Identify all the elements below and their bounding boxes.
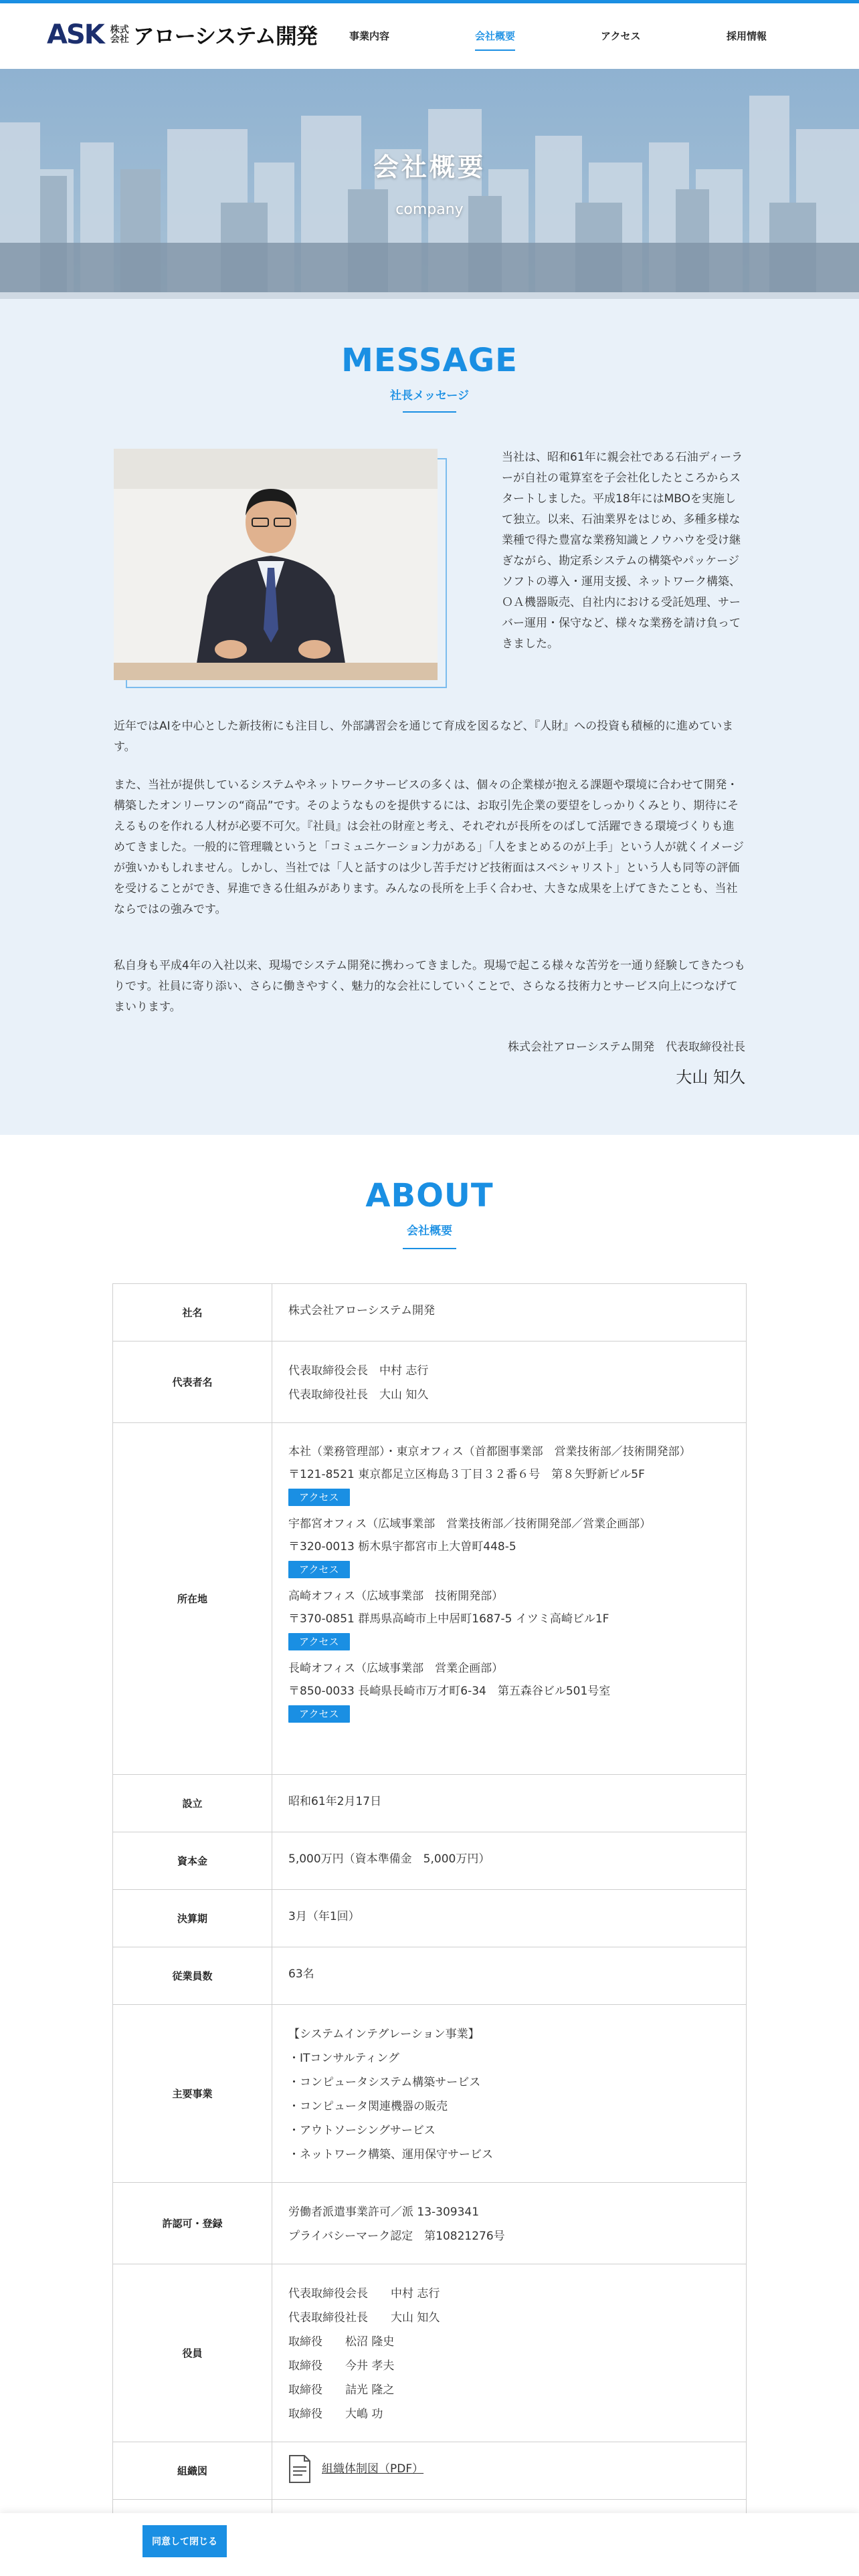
- row-value: [272, 1423, 746, 1774]
- row-label: 許認可・登録: [113, 2183, 272, 2264]
- message-section: [0, 299, 859, 1135]
- signature-name: 大山 知久: [676, 1068, 745, 1087]
- office-address: 〒121-8521 東京都足立区梅島３丁目３２番６号 第８矢野新ビル5F: [288, 1468, 645, 1481]
- table-row-capital: [113, 1832, 746, 1890]
- org-chart-pdf-link[interactable]: 組織体制図（PDF）: [322, 2462, 424, 2476]
- row-value: 63名: [288, 1967, 314, 1981]
- row-label: 所在地: [113, 1423, 272, 1774]
- hero-banner: [0, 69, 859, 299]
- office-address: 〒320-0013 栃木県宇都宮市上大曽町448-5: [288, 1540, 516, 1553]
- nav-access[interactable]: アクセス: [601, 30, 641, 42]
- president-photo: [114, 449, 438, 680]
- row-value: 労働者派遣事業許可／派 13-309341 プライバシーマーク認定 第10821276号: [288, 2206, 505, 2243]
- row-label: 組織図: [113, 2442, 272, 2499]
- table-row-name: [113, 1284, 746, 1341]
- row-label: 代表者名: [113, 1341, 272, 1422]
- table-row-license: [113, 2183, 746, 2264]
- office-name: 高崎オフィス（広域事業部 技術開発部）: [288, 1590, 504, 1603]
- message-underline: [403, 411, 456, 413]
- row-value: 3月（年1回）: [288, 1910, 360, 1923]
- row-value: 代表取締役会長 中村 志行 代表取締役社長 大山 知久 取締役 松沼 隆史 取締役 今井 孝夫 取締役 詰光 隆之 取締役 大嶋 功: [288, 2287, 440, 2421]
- nav-recruit[interactable]: 採用情報: [727, 30, 767, 42]
- office-address: 〒850-0033 長崎県長崎市万才町6-34 第五森谷ビル501号室: [288, 1685, 611, 1698]
- about-title: ABOUT: [365, 1177, 494, 1214]
- company-info-table: [112, 1283, 747, 2540]
- nav-business[interactable]: 事業内容: [349, 30, 390, 42]
- table-row-representative: [113, 1341, 746, 1423]
- row-value: [272, 2442, 746, 2499]
- table-row-fiscal: [113, 1890, 746, 1947]
- logo-company-name: アローシステム開発: [132, 23, 317, 49]
- row-label: 従業員数: [113, 1947, 272, 2004]
- company-logo[interactable]: [47, 19, 317, 50]
- cookie-consent-bar: [0, 2513, 859, 2576]
- row-label: 決算期: [113, 1890, 272, 1947]
- row-label: 役員: [113, 2264, 272, 2442]
- pdf-document-icon: [288, 2454, 311, 2484]
- table-row-address: [113, 1423, 746, 1775]
- about-subtitle: 会社概要: [407, 1224, 452, 1238]
- message-intro-text: 当社は、昭和61年に親会社である石油ディーラーが自社の電算室を子会社化したところからスタートしました。平成18年にはMBOを実施して独立。以来、石油業界をはじめ、多種多様な業種で得た豊富な業務知識とノウハウを受け継ぎながら、勘定系システムの構築やパッケージソフトの導入・運用支援、ネットワーク構築、ＯＡ機器販売、自社内における受託処理、サーバー運用・保守など、様々な業務を請け負ってきました。: [502, 451, 743, 651]
- city-skyline-image: [0, 69, 859, 299]
- table-row-founded: [113, 1775, 746, 1832]
- row-value: 昭和61年2月17日: [288, 1795, 382, 1808]
- office-name: 宇都宮オフィス（広域事業部 営業技術部／技術開発部／営業企画部）: [288, 1517, 652, 1531]
- row-value: 代表取締役会長 中村 志行 代表取締役社長 大山 知久: [288, 1364, 429, 1402]
- row-label: 主要事業: [113, 2005, 272, 2182]
- row-label: 社名: [113, 1284, 272, 1341]
- office-name: 長崎オフィス（広域事業部 営業企画部）: [288, 1662, 504, 1675]
- cookie-accept-button[interactable]: 同意して閉じる: [142, 2525, 227, 2557]
- message-title: MESSAGE: [341, 342, 518, 379]
- message-paragraph-2: また、当社が提供しているシステムやネットワークサービスの多くは、個々の企業様が抱える課題や環境に合わせて開発・構築したオンリーワンの“商品”です。そのようなものを提供するには、お取引先企業の要望をしっかりくみとり、期待にそえるものを作れる人材が必要不可欠。『社員』は会社の財産と考え、それぞれが長所をのばして活躍できる環境づくりも進めてきました。一般的に管理職というと「コミュニケーション力がある」「人をまとめるのが上手」という人が就くイメージが強いかもしれません。しかし、当社では「人と話すのは少し苦手だけど技術面はスペシャリスト」という人も同等の評価を受けることができ、昇進できる仕組みがあります。みんなの長所を上手く合わせ、大きな成果を上げてきたことも、当社ならではの強みです。: [114, 778, 744, 916]
- table-row-officers: [113, 2264, 746, 2442]
- row-label: 資本金: [113, 1832, 272, 1889]
- office-address: 〒370-0851 群馬県高崎市上中居町1687-5 イツミ高崎ビル1F: [288, 1612, 609, 1626]
- nav-company[interactable]: 会社概要: [475, 30, 516, 42]
- site-header: [0, 3, 859, 69]
- access-button[interactable]: アクセス: [288, 1633, 350, 1650]
- table-row-business: [113, 2005, 746, 2183]
- table-row-employees: [113, 1947, 746, 2005]
- signature-company: 株式会社アローシステム開発 代表取締役社長: [508, 1041, 745, 1054]
- row-value: 株式会社アローシステム開発: [288, 1304, 435, 1317]
- row-label: 設立: [113, 1775, 272, 1832]
- message-paragraph-3: 私自身も平成4年の入社以来、現場でシステム開発に携わってきました。現場で起こる様々な苦労を一通り経験してきたつもりです。社員に寄り添い、さらに働きやすく、魅力的な会社にしていくことで、さらなる技術力とサービス向上につなげてまいります。: [114, 959, 745, 1014]
- access-button[interactable]: アクセス: [288, 1705, 350, 1723]
- row-value: 5,000万円（資本準備金 5,000万円）: [288, 1852, 490, 1866]
- message-paragraph-1: 近年ではAIを中心とした新技術にも注目し、外部講習会を通じて育成を図るなど、『人財』への投資も積極的に進めています。: [114, 720, 734, 754]
- access-button[interactable]: アクセス: [288, 1489, 350, 1506]
- logo-mark: ASK: [47, 19, 104, 50]
- about-underline: [403, 1248, 456, 1249]
- access-button[interactable]: アクセス: [288, 1561, 350, 1578]
- message-subtitle: 社長メッセージ: [390, 389, 469, 403]
- hero-subtitle: company: [395, 201, 464, 218]
- row-value: 【システムインテグレーション事業】 ・ITコンサルティング ・コンピュータシステム構築サービス ・コンピュータ関連機器の販売 ・アウトソーシングサービス ・ネットワーク構築、運用保守サービス: [288, 2028, 493, 2161]
- office-name: 本社（業務管理部）・東京オフィス（首都圏事業部 営業技術部／技術開発部）: [288, 1445, 691, 1459]
- logo-kabushiki: 株式 会社: [110, 25, 129, 45]
- table-row-org: [113, 2442, 746, 2500]
- hero-title: 会社概要: [373, 152, 486, 182]
